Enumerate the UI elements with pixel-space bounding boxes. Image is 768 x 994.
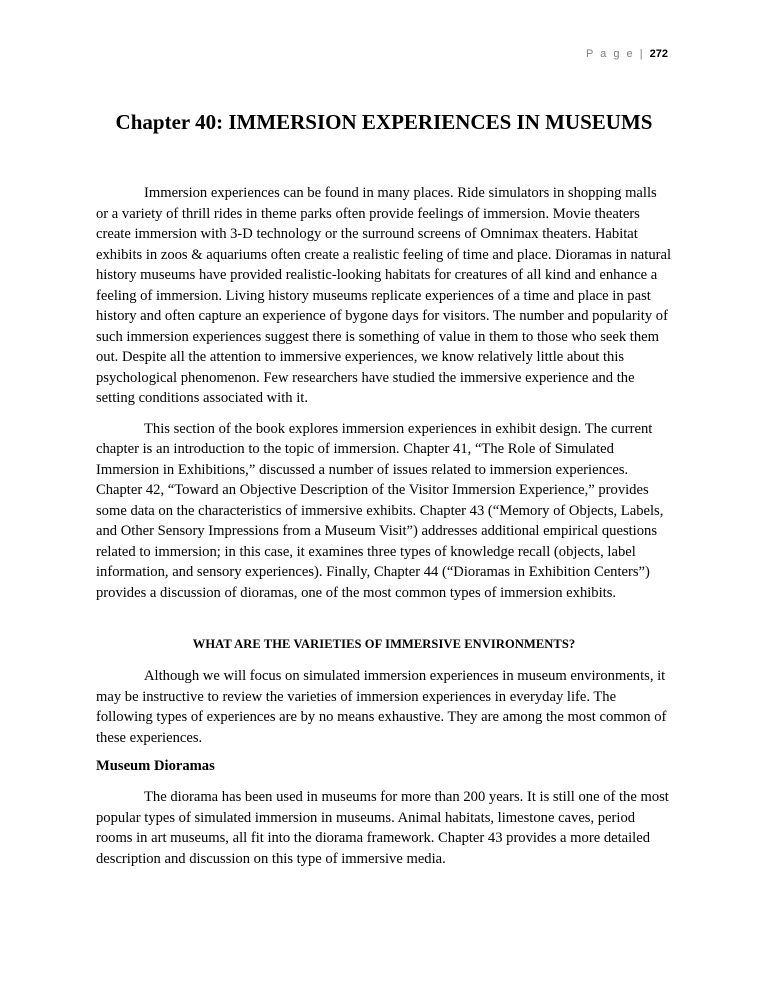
- subsection-paragraph: The diorama has been used in museums for more than 200 years. It is still one of the most popular types of simulated immersion in museums. Animal habitats, limestone caves, period rooms in art museums, all fit into the diorama framework. Chapter 43 provides a more detailed description and discussion on this type of immersive media.: [96, 789, 669, 867]
- page-label: P a g e: [585, 48, 635, 60]
- section-heading: WHAT ARE THE VARIETIES OF IMMERSIVE ENVIRONMENTS?: [192, 637, 576, 652]
- page-header: [586, 48, 668, 60]
- page-separator: |: [639, 48, 645, 60]
- intro-paragraph-1: Immersion experiences can be found in many places. Ride simulators in shopping malls or a variety of thrill rides in theme parks often provide feelings of immersion. Movie theaters create immersion with 3-D technology or the surround screens of Omnimax theaters. Habitat exhibits in zoos & aquariums often create a realistic feeling of time and place. Dioramas in natural history museums have provided realistic-looking habitats for creatures of all kind and enhance a feeling of immersion. Living history museums replicate experiences of a time and place in past history and often capture an experience of bygone days for visitors. The number and popularity of such immersion experiences suggest there is something of value in them to those who seek them out. Despite all the attention to immersive experiences, we know relatively little about this psychological phenomenon. Few researchers have studied the immersive experience and the setting conditions associated with it.: [96, 185, 672, 407]
- subsection-heading: Museum Dioramas: [96, 758, 215, 775]
- document-body: [96, 110, 672, 879]
- page-number: 272: [649, 48, 668, 60]
- chapter-title: Chapter 40: IMMERSION EXPERIENCES IN MUSEUMS: [115, 110, 653, 134]
- section-intro-paragraph: Although we will focus on simulated immersion experiences in museum environments, it may be instructive to review the varieties of immersion experiences in everyday life. The following types of experiences are by no means exhaustive. They are among the most common of these experiences.: [96, 668, 667, 746]
- intro-paragraph-2: This section of the book explores immersion experiences in exhibit design. The current chapter is an introduction to the topic of immersion. Chapter 41, “The Role of Simulated Immersion in Exhibitions,” discussed a number of issues related to immersion experiences. Chapter 42, “Toward an Objective Description of the Visitor Immersion Experience,” provides some data on the characteristics of immersive exhibits. Chapter 43 (“Memory of Objects, Labels, and Other Sensory Impressions from a Museum Visit”) addresses additional empirical questions related to immersion; in this case, it examines three types of knowledge recall (objects, label information, and sensory experiences). Finally, Chapter 44 (“Dioramas in Exhibition Centers”) provides a discussion of dioramas, one of the most common types of immersion exhibits.: [96, 420, 664, 601]
